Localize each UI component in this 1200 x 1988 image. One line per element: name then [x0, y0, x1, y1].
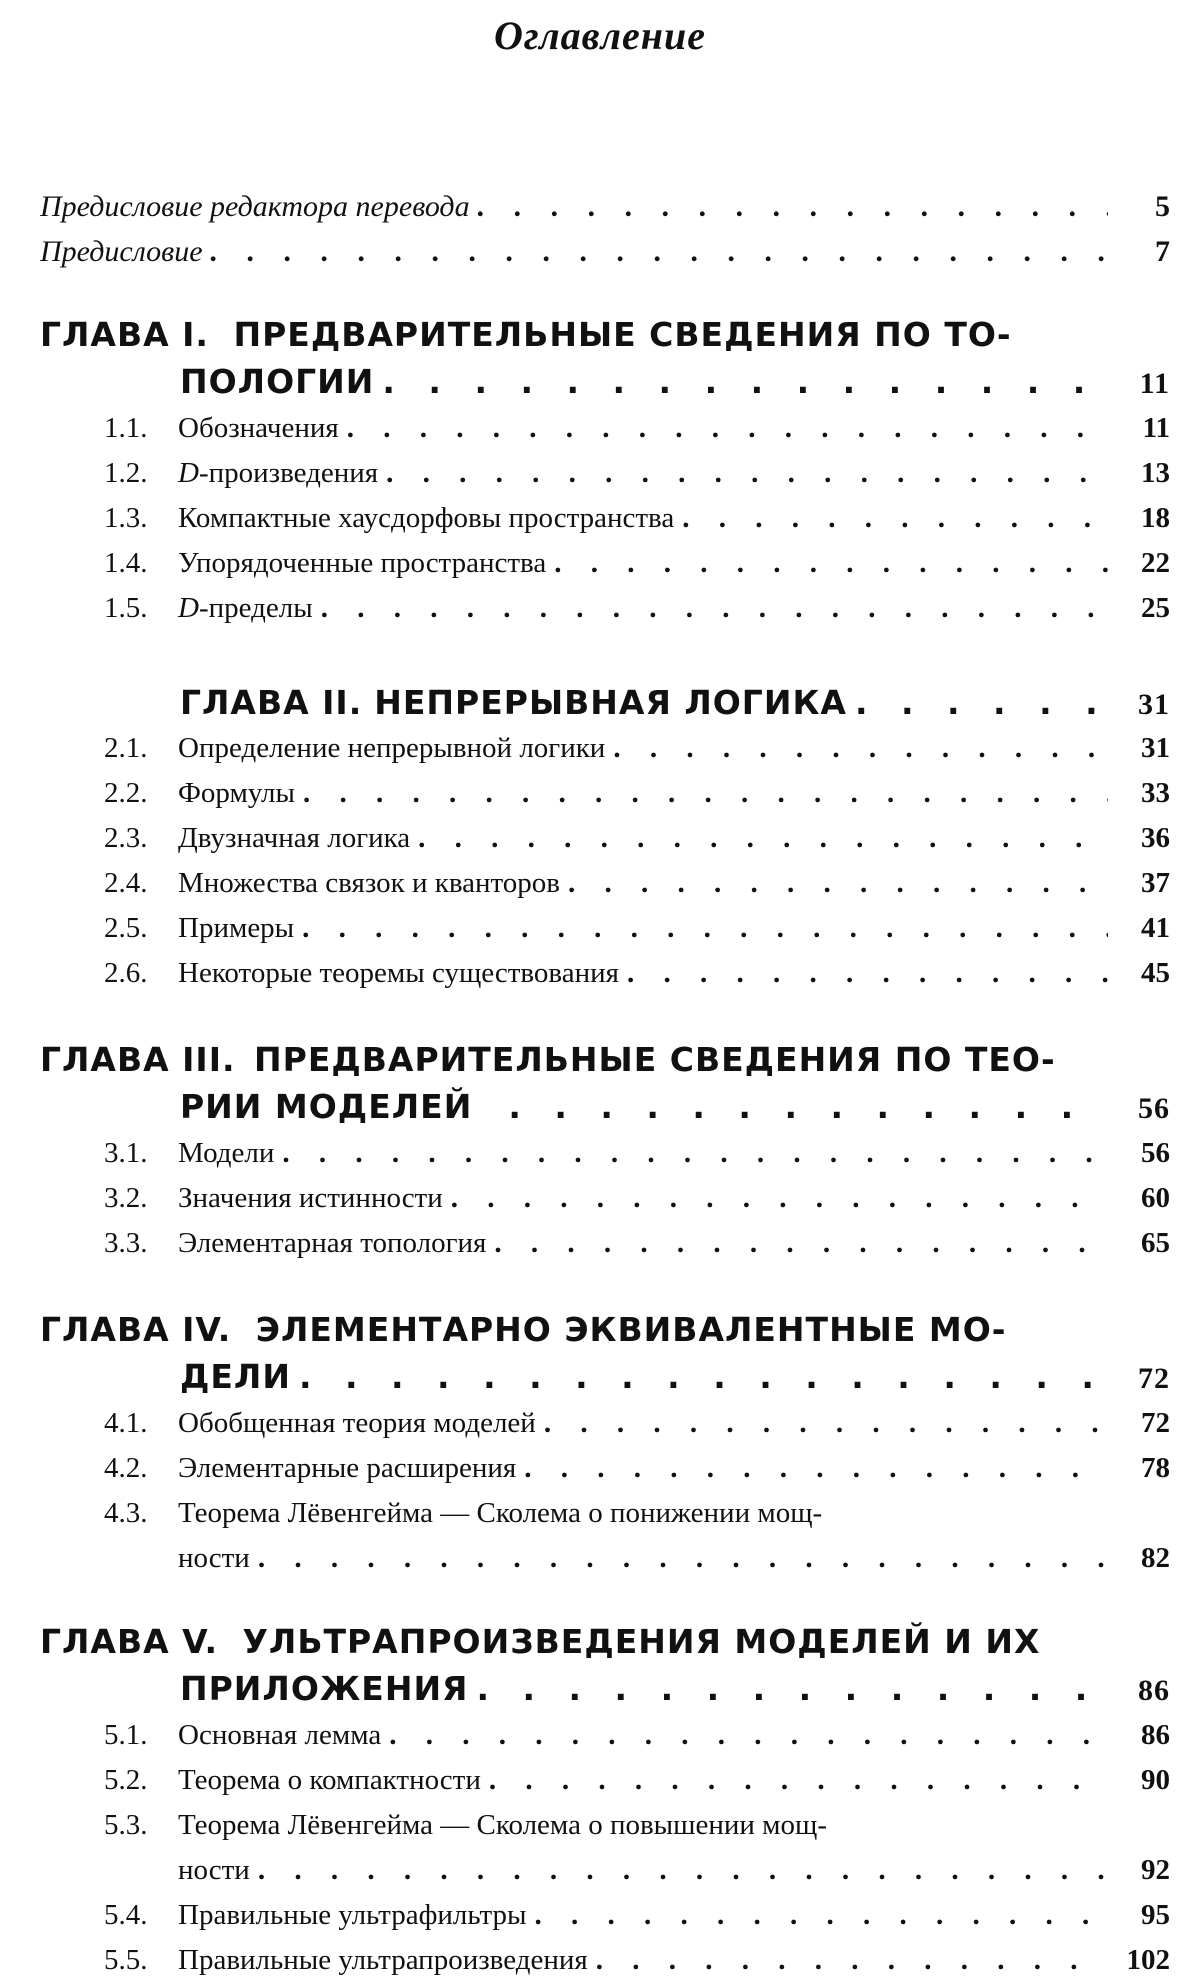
toc-section[interactable]: [104, 1227, 1170, 1260]
section-title: -пределы: [198, 592, 313, 624]
leader-dots: [619, 957, 1108, 990]
section-number: 4.1.: [104, 1407, 148, 1439]
leader-dots: [588, 1944, 1108, 1977]
leader-dots: [468, 1669, 1108, 1708]
entry-page: 33: [1141, 777, 1170, 809]
leader-dots: [470, 190, 1108, 224]
leader-dots: [295, 777, 1108, 810]
entry-title: Предисловие редактора перевода: [40, 190, 470, 223]
section-title: Теорема о компактности: [178, 1764, 481, 1796]
leader-dots: [378, 457, 1108, 490]
chapter-heading[interactable]: [40, 315, 1012, 354]
entry-page: 78: [1141, 1452, 1170, 1484]
entry-page: 86: [1141, 1719, 1170, 1751]
entry-page: 13: [1141, 457, 1170, 489]
section-title: Множества связок и кванторов: [178, 867, 560, 899]
chapter-heading[interactable]: [40, 1310, 1007, 1349]
toc-section-continued[interactable]: [178, 1542, 1170, 1575]
section-title: Элементарные расширения: [178, 1452, 517, 1484]
entry-page: 31: [1141, 732, 1170, 764]
entry-page: 18: [1141, 502, 1170, 534]
section-title: ности: [178, 1542, 250, 1574]
toc-section[interactable]: [104, 502, 1170, 535]
section-title-line: Теорема Лёвенгейма — Сколема о понижении мощ-: [178, 1497, 823, 1529]
leader-dots: [203, 235, 1108, 269]
section-number: 2.2.: [104, 777, 148, 809]
toc-section[interactable]: [104, 1452, 1170, 1485]
section-title: Примеры: [178, 912, 295, 944]
section-title: Значения истинности: [178, 1182, 443, 1214]
leader-dots: [481, 1764, 1108, 1797]
leader-dots: [516, 1452, 1108, 1485]
chapter-label: ГЛАВА III.: [40, 1040, 236, 1079]
leader-dots: [274, 1137, 1108, 1170]
leader-dots: [250, 1542, 1108, 1575]
section-number: 5.4.: [104, 1899, 148, 1931]
section-number: 2.3.: [104, 822, 148, 854]
chapter-title-line: НЕПРЕРЫВНАЯ ЛОГИКА: [374, 683, 847, 722]
chapter-title-line: РИИ МОДЕЛЕЙ: [180, 1087, 473, 1126]
section-title: Правильные ультрафильтры: [178, 1899, 527, 1931]
toc-section[interactable]: [104, 1182, 1170, 1215]
toc-section[interactable]: [104, 592, 1170, 625]
entry-page: 11: [1139, 367, 1170, 400]
entry-page: 7: [1155, 235, 1170, 268]
section-title: Правильные ультрапроизведения: [178, 1944, 588, 1976]
entry-page: 65: [1141, 1227, 1170, 1259]
leader-dots: [486, 1227, 1108, 1260]
leader-dots: [536, 1407, 1108, 1440]
toc-entry-preface[interactable]: [40, 235, 1170, 269]
toc-entry-editor-preface[interactable]: [40, 190, 1170, 224]
chapter-heading[interactable]: [40, 1040, 1056, 1079]
entry-page: 56: [1141, 1137, 1170, 1169]
chapter-title-line: ЭЛЕМЕНТАРНО ЭКВИВАЛЕНТНЫЕ МО-: [255, 1310, 1007, 1349]
section-title-italic: D: [178, 457, 199, 489]
toc-section[interactable]: [104, 912, 1170, 945]
entry-page: 41: [1141, 912, 1170, 944]
toc-section-first-line[interactable]: [104, 1497, 822, 1530]
leader-dots: [313, 592, 1108, 625]
leader-dots: [294, 912, 1108, 945]
leader-dots: [410, 822, 1108, 855]
toc-section[interactable]: [104, 1899, 1170, 1932]
section-number: 5.1.: [104, 1719, 148, 1751]
chapter-heading-continued[interactable]: [180, 362, 1170, 401]
leader-dots: [381, 1719, 1108, 1752]
toc-section[interactable]: [104, 732, 1170, 765]
chapter-label: ГЛАВА I.: [40, 315, 209, 354]
section-number: 3.3.: [104, 1227, 148, 1259]
section-number: 2.6.: [104, 957, 148, 989]
entry-page: 22: [1141, 547, 1170, 579]
section-number: 2.1.: [104, 732, 148, 764]
section-number: 1.5.: [104, 592, 148, 624]
section-title: Формулы: [178, 777, 296, 809]
leader-dots: [560, 867, 1108, 900]
toc-section[interactable]: [104, 1764, 1170, 1797]
chapter-title-line: ДЕЛИ: [180, 1357, 291, 1396]
entry-page: 60: [1141, 1182, 1170, 1214]
entry-page: 25: [1141, 592, 1170, 624]
toc-section[interactable]: [104, 1719, 1170, 1752]
toc-section[interactable]: [104, 412, 1170, 445]
section-title: Некоторые теоремы существования: [178, 957, 619, 989]
leader-dots: [674, 502, 1108, 535]
section-number: 1.4.: [104, 547, 148, 579]
section-number: 2.5.: [104, 912, 148, 944]
entry-page: 86: [1138, 1674, 1170, 1707]
entry-page: 56: [1138, 1092, 1170, 1125]
toc-section[interactable]: [104, 1137, 1170, 1170]
entry-title: Предисловие: [40, 235, 203, 268]
toc-section[interactable]: [104, 822, 1170, 855]
leader-dots: [605, 732, 1108, 765]
toc-section-continued[interactable]: [178, 1854, 1170, 1887]
entry-page: 82: [1141, 1542, 1170, 1574]
section-number: 2.4.: [104, 867, 148, 899]
section-number: 5.2.: [104, 1764, 148, 1796]
entry-page: 90: [1141, 1764, 1170, 1796]
section-title: Определение непрерывной логики: [178, 732, 606, 764]
chapter-label: ГЛАВА V.: [40, 1622, 218, 1661]
toc-section[interactable]: [104, 547, 1170, 580]
entry-page: 11: [1142, 412, 1170, 444]
section-number: 4.3.: [104, 1497, 148, 1529]
chapter-title-line: УЛЬТРАПРОИЗВЕДЕНИЯ МОДЕЛЕЙ И ИХ: [242, 1622, 1041, 1661]
section-number: 5.5.: [104, 1944, 148, 1976]
chapter-label: ГЛАВА II.: [180, 683, 363, 722]
section-number: 5.3.: [104, 1809, 148, 1841]
entry-page: 72: [1138, 1362, 1170, 1395]
chapter-title-line: ПРЕДВАРИТЕЛЬНЫЕ СВЕДЕНИЯ ПО ТО-: [233, 315, 1012, 354]
section-number: 1.2.: [104, 457, 148, 489]
leader-dots: [526, 1899, 1108, 1932]
section-title: Элементарная топология: [178, 1227, 487, 1259]
chapter-title-line: ПРЕДВАРИТЕЛЬНЫЕ СВЕДЕНИЯ ПО ТЕО-: [254, 1040, 1056, 1079]
section-title: Компактные хаусдорфовы пространства: [178, 502, 675, 534]
entry-page: 45: [1141, 957, 1170, 989]
entry-page: 102: [1126, 1944, 1170, 1976]
section-title: ности: [178, 1854, 250, 1886]
page-title: Оглавление: [493, 13, 706, 58]
chapter-title-line: ПОЛОГИИ: [180, 362, 375, 401]
entry-page: 72: [1141, 1407, 1170, 1439]
entry-page: 5: [1155, 190, 1170, 223]
entry-page: 31: [1138, 688, 1170, 721]
leader-dots: [250, 1854, 1108, 1887]
section-title-italic: D: [178, 592, 199, 624]
section-title: Упорядоченные пространства: [178, 547, 547, 579]
section-number: 1.1.: [104, 412, 148, 444]
chapter-heading-continued[interactable]: [180, 1087, 1170, 1126]
entry-page: 95: [1141, 1899, 1170, 1931]
toc-section[interactable]: [104, 867, 1170, 900]
leader-dots: [443, 1182, 1108, 1215]
chapter-label: ГЛАВА IV.: [40, 1310, 232, 1349]
chapter-heading[interactable]: [180, 683, 1170, 722]
section-number: 1.3.: [104, 502, 148, 534]
leader-dots: [847, 683, 1108, 722]
entry-page: 92: [1141, 1854, 1170, 1886]
section-title: Обозначения: [178, 412, 339, 444]
entry-page: 37: [1141, 867, 1170, 899]
section-title-line: Теорема Лёвенгейма — Сколема о повышении мощ-: [178, 1809, 828, 1841]
section-title: Обобщенная теория моделей: [178, 1407, 536, 1439]
toc-section[interactable]: [104, 457, 1170, 490]
leader-dots: [472, 1087, 1108, 1126]
toc-section-first-line[interactable]: [104, 1809, 827, 1842]
section-number: 4.2.: [104, 1452, 148, 1484]
section-title: -произведения: [198, 457, 379, 489]
leader-dots: [291, 1357, 1108, 1396]
chapter-title-line: ПРИЛОЖЕНИЯ: [180, 1669, 469, 1708]
chapter-heading[interactable]: [40, 1622, 1040, 1661]
leader-dots: [374, 362, 1108, 401]
leader-dots: [339, 412, 1108, 445]
toc-section[interactable]: [104, 957, 1170, 990]
chapter-heading-continued[interactable]: [180, 1357, 1170, 1396]
toc-section[interactable]: [104, 1944, 1170, 1977]
section-title: Двузначная логика: [178, 822, 411, 854]
section-title: Модели: [178, 1137, 275, 1169]
entry-page: 36: [1141, 822, 1170, 854]
toc-section[interactable]: [104, 777, 1170, 810]
section-number: 3.1.: [104, 1137, 148, 1169]
toc-section[interactable]: [104, 1407, 1170, 1440]
leader-dots: [546, 547, 1108, 580]
section-title: Основная лемма: [178, 1719, 382, 1751]
section-number: 3.2.: [104, 1182, 148, 1214]
chapter-heading-continued[interactable]: [180, 1669, 1170, 1708]
